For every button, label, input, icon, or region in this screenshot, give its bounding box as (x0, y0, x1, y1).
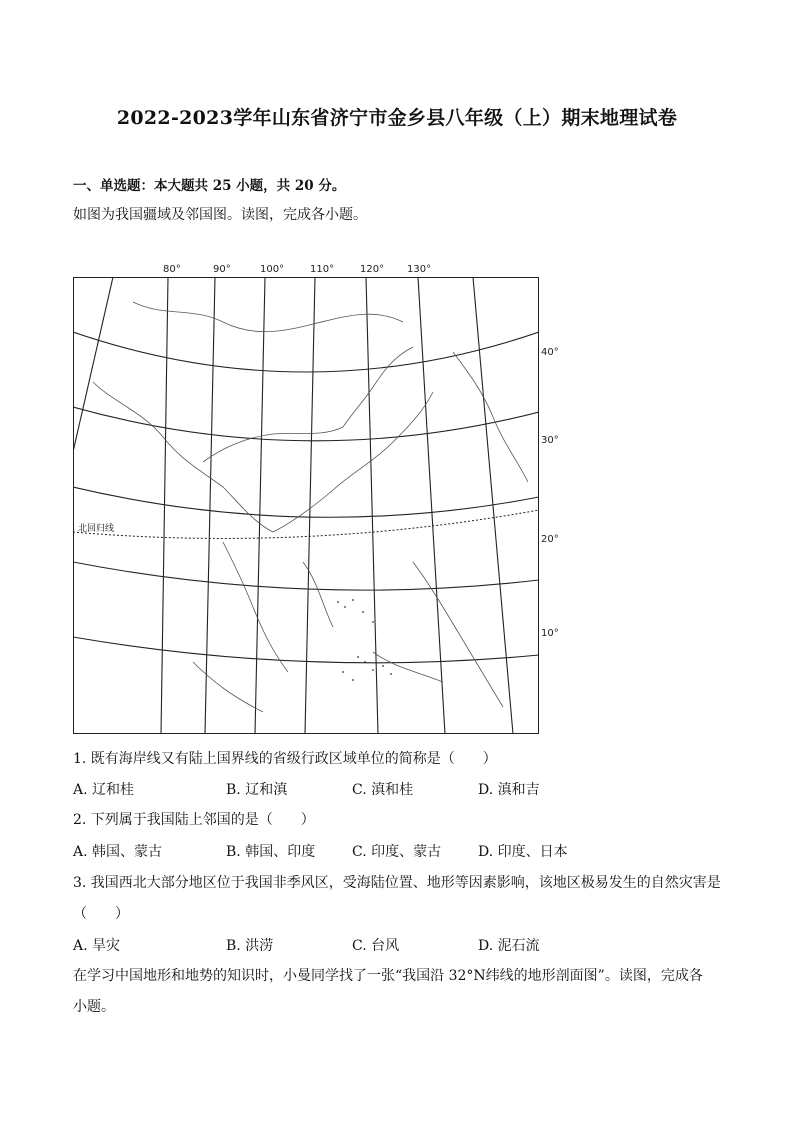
profile-intro-line2: 小题。 (73, 999, 115, 1015)
question-3-stem: 3. 我国西北大部分地区位于我国非季风区，受海陆位置、地形等因素影响，该地区极易发生的自然灾害是 (73, 875, 721, 891)
q2-option-d: D. 印度、日本 (478, 844, 568, 860)
page-title: 2022-2023学年山东省济宁市金乡县八年级（上）期末地理试卷 (116, 107, 678, 129)
lat-label-10: 10° (541, 628, 559, 639)
q1-option-d: D. 滇和吉 (478, 782, 540, 798)
lon-label-130: 130° (407, 264, 432, 275)
q2-option-a: A. 韩国、蒙古 (73, 844, 163, 860)
lon-label-120: 120° (360, 264, 385, 275)
q2-option-b: B. 韩国、印度 (226, 844, 316, 860)
q1-option-b: B. 辽和滇 (226, 782, 288, 798)
tropic-of-cancer-label: 北回归线 (78, 524, 115, 534)
q3-option-c: C. 台风 (352, 938, 400, 954)
section-heading: 一、单选题：本大题共 25 小题，共 20 分。 (73, 178, 346, 194)
lon-label-110: 110° (310, 264, 335, 275)
profile-intro-line1: 在学习中国地形和地势的知识时，小曼同学找了一张“我国沿 32°N纬线的地形剖面图”。读图，完成各 (73, 968, 703, 984)
question-2-stem: 2. 下列属于我国陆上邻国的是（ ） (73, 812, 315, 828)
question-3-stem-cont: （ ） (73, 906, 129, 922)
q3-option-a: A. 旱灾 (73, 938, 121, 954)
q2-option-c: C. 印度、蒙古 (352, 844, 442, 860)
map-intro: 如图为我国疆域及邻国图。读图，完成各小题。 (73, 207, 367, 223)
lat-label-30: 30° (541, 435, 559, 446)
lon-label-100: 100° (260, 264, 285, 275)
q1-option-a: A. 辽和桂 (73, 782, 135, 798)
lon-label-90: 90° (213, 264, 231, 275)
question-1-stem: 1. 既有海岸线又有陆上国界线的省级行政区域单位的简称是（ ） (73, 751, 497, 767)
lat-label-20: 20° (541, 534, 559, 545)
lat-label-40: 40° (541, 347, 559, 358)
q3-option-b: B. 洪涝 (226, 938, 274, 954)
q1-option-c: C. 滇和桂 (352, 782, 414, 798)
lon-label-80: 80° (163, 264, 181, 275)
territory-map (73, 262, 539, 734)
q3-option-d: D. 泥石流 (478, 938, 540, 954)
